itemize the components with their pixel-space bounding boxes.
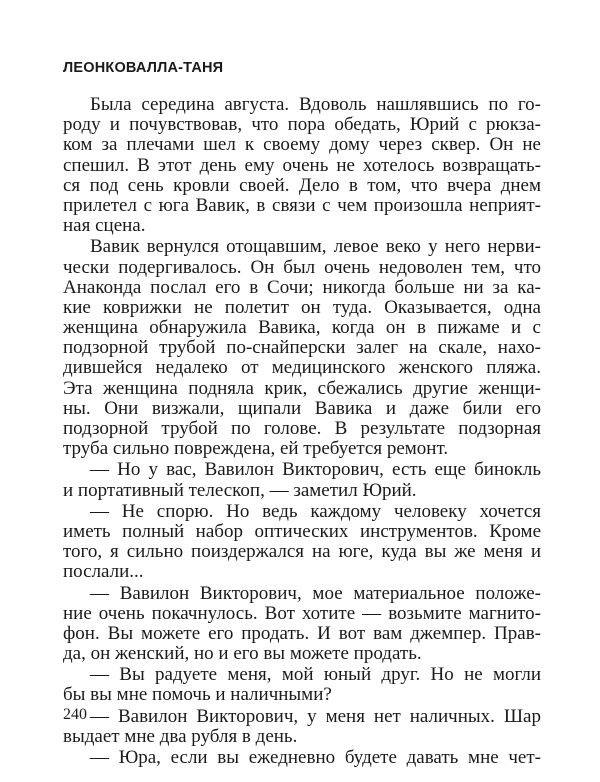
- text-line: — Юра, если вы ежедневно будете давать мне чет-: [90, 747, 541, 768]
- text-line: Анаконда послал его в Сочи; никогда больше ни за ка-: [63, 276, 541, 298]
- paragraph: [63, 237, 541, 459]
- text-line: ком за плечами шел к своему дому через сквер. Он не: [63, 134, 541, 156]
- text-line: да, он женский, но и его вы можете продать.: [63, 643, 422, 665]
- text-line: бы вы мне помочь и наличными?: [63, 684, 332, 706]
- text-line: Была середина августа. Вдоволь нашлявшись по го-: [90, 94, 541, 115]
- text-line: Вавик вернулся отощавшим, левое веко у него нерви-: [90, 236, 541, 258]
- text-line: — Но у вас, Вавилон Викторович, есть еще бинокль: [90, 459, 541, 481]
- text-line: труба сильно повреждена, ей требуется ремонт.: [63, 438, 449, 460]
- text-line: иметь полный набор оптических инструментов. Кроме: [63, 520, 541, 542]
- text-line: чески подергивалось. Он был очень недоволен тем, что: [63, 256, 541, 278]
- text-line: — Вы радуете меня, мой юный друг. Но не могли: [90, 664, 541, 686]
- text-line: ная сцена.: [63, 215, 146, 237]
- body-text: [63, 95, 541, 768]
- text-line: ние очень покачнулось. Вот хотите — возьмите магнито-: [63, 602, 541, 624]
- text-line: подзорной трубой по голове. В результате подзорная: [63, 418, 541, 439]
- text-line: — Вавилон Викторович, мое материальное положе-: [90, 582, 541, 604]
- text-line: — Вавилон Викторович, у меня нет наличных. Шар: [90, 705, 541, 727]
- text-line: послали...: [63, 561, 144, 583]
- text-line: — Не спорю. Но ведь каждому человеку хочется: [90, 500, 541, 522]
- text-line: ся под сень кровли своей. Дело в том, что вчера днем: [63, 174, 541, 196]
- text-line: фон. Вы можете его продать. И вот вам джемпер. Прав-: [63, 622, 541, 644]
- paragraph: [63, 95, 541, 236]
- paragraph: [63, 707, 541, 747]
- paragraph: [63, 502, 541, 583]
- page-number: 240: [63, 706, 87, 723]
- text-line: выдает мне два рубля в день.: [63, 725, 298, 747]
- book-page: [63, 58, 541, 769]
- text-line: дившейся недалеко от медицинского женского пляжа.: [63, 357, 541, 379]
- text-line: кие коврижки не полетит он туда. Оказывается, одна: [63, 296, 541, 318]
- running-header: ЛЕОНКОВАЛЛА-ТАНЯ: [63, 60, 224, 76]
- text-line: того, я сильно поиздержался на юге, куда вы же меня и: [63, 541, 541, 563]
- text-line: женщина обнаружила Вавика, когда он в пижаме и с: [63, 317, 541, 339]
- paragraph: [63, 584, 541, 665]
- paragraph: [63, 748, 541, 768]
- text-line: прилетел с юга Вавик, в связи с чем произошла неприят-: [63, 194, 541, 216]
- text-line: Эта женщина подняла крик, сбежались другие женщи-: [63, 377, 541, 399]
- paragraph: [63, 665, 541, 705]
- paragraph: [63, 460, 541, 500]
- text-line: спешил. В этот день ему очень не хотелось возвращать-: [63, 154, 541, 176]
- text-line: и портативный телескоп, — заметил Юрий.: [63, 479, 417, 501]
- text-line: роду и почувствовав, что пора обедать, Юрий с рюкза-: [63, 114, 541, 136]
- text-line: ны. Они визжали, щипали Вавика и даже били его: [63, 397, 541, 419]
- text-line: подзорной трубой по-снайперски залег на скале, нахо-: [63, 337, 541, 359]
